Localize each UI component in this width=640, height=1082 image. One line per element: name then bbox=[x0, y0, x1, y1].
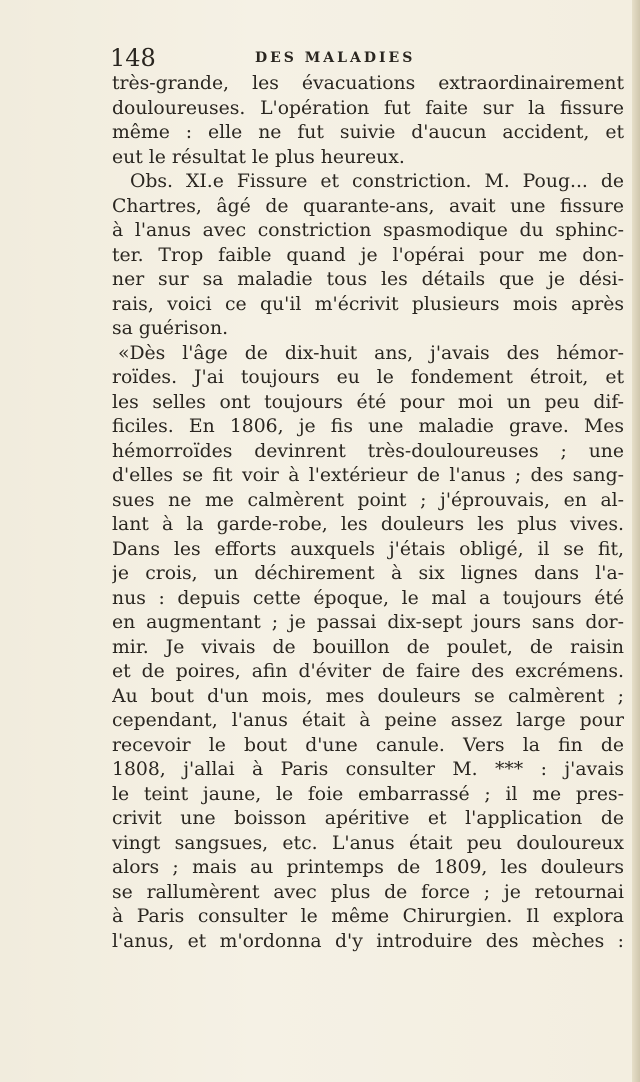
text-line: d'elles se fit voir à l'extérieur de l'anus ; des sang- bbox=[112, 465, 624, 486]
page-edge bbox=[632, 0, 640, 1082]
text-line: lant à la garde-robe, les douleurs les plus vives. bbox=[112, 514, 624, 535]
text-line: les selles ont toujours été pour moi un peu dif- bbox=[112, 391, 624, 413]
page-number: 148 bbox=[110, 44, 156, 72]
text-line: ter. Trop faible quand je l'opérai pour me don- bbox=[112, 244, 624, 266]
text-line: alors ; mais au printemps de 1809, les douleurs bbox=[112, 857, 624, 878]
text-line: ner sur sa maladie tous les détails que je dési- bbox=[112, 269, 624, 290]
text-line: très-grande, les évacuations extraordinairement bbox=[112, 73, 624, 94]
text-line: recevoir le bout d'une canule. Vers la fin de bbox=[112, 734, 624, 756]
text-line: «Dès l'âge de dix-huit ans, j'avais des hémor- bbox=[118, 342, 624, 364]
text-line: Chartres, âgé de quarante-ans, avait une fissure bbox=[112, 195, 624, 217]
text-line: l'anus, et m'ordonna d'y introduire des mèches : bbox=[112, 930, 624, 952]
text-line: en augmentant ; je passai dix-sept jours sans dor- bbox=[112, 612, 624, 633]
text-line: rais, voici ce qu'il m'écrivit plusieurs mois après bbox=[112, 293, 624, 315]
text-line: à l'anus avec constriction spasmodique du sphinc- bbox=[112, 220, 624, 241]
text-line: se rallumèrent avec plus de force ; je retournai bbox=[112, 881, 624, 903]
text-line: sa guérison. bbox=[112, 318, 229, 339]
text-line: crivit une boisson apéritive et l'application de bbox=[112, 808, 624, 829]
text-line: hémorroïdes devinrent très-douloureuses ; une bbox=[112, 440, 624, 462]
text-line: Au bout d'un mois, mes douleurs se calmèrent ; bbox=[112, 685, 624, 707]
text-line: le teint jaune, le foie embarrassé ; il me pres- bbox=[112, 783, 624, 805]
text-line: et de poires, afin d'éviter de faire des excrémens. bbox=[112, 661, 624, 682]
text-line: à Paris consulter le même Chirurgien. Il explora bbox=[112, 906, 624, 927]
text-line: je crois, un déchirement à six lignes dans l'a- bbox=[112, 563, 624, 584]
observation-heading-line: Obs. XI.e Fissure et constriction. M. Poug... de bbox=[130, 171, 624, 192]
text-line: ficiles. En 1806, je fis une maladie grave. Mes bbox=[112, 416, 624, 437]
text-line: mir. Je vivais de bouillon de poulet, de raisin bbox=[112, 636, 624, 658]
page-header bbox=[110, 44, 550, 72]
text-line: douloureuses. L'opération fut faite sur la fissure bbox=[112, 97, 624, 119]
text-line: eut le résultat le plus heureux. bbox=[112, 146, 405, 168]
text-line: roïdes. J'ai toujours eu le fondement étroit, et bbox=[112, 367, 624, 388]
body-text bbox=[112, 72, 624, 954]
text-line: cependant, l'anus était à peine assez large pour bbox=[112, 710, 624, 731]
text-line: Dans les efforts auxquels j'étais obligé, il se fit, bbox=[112, 538, 624, 560]
text-line: vingt sangsues, etc. L'anus était peu douloureux bbox=[112, 832, 624, 854]
text-line: 1808, j'allai à Paris consulter M. *** : j'avais bbox=[112, 759, 624, 780]
text-line: même : elle ne fut suivie d'aucun accident, et bbox=[112, 122, 624, 143]
running-title: DES MALADIES bbox=[255, 50, 416, 66]
text-line: sues ne me calmèrent point ; j'éprouvais, en al- bbox=[112, 489, 624, 511]
text-line: nus : depuis cette époque, le mal a toujours été bbox=[112, 587, 624, 609]
